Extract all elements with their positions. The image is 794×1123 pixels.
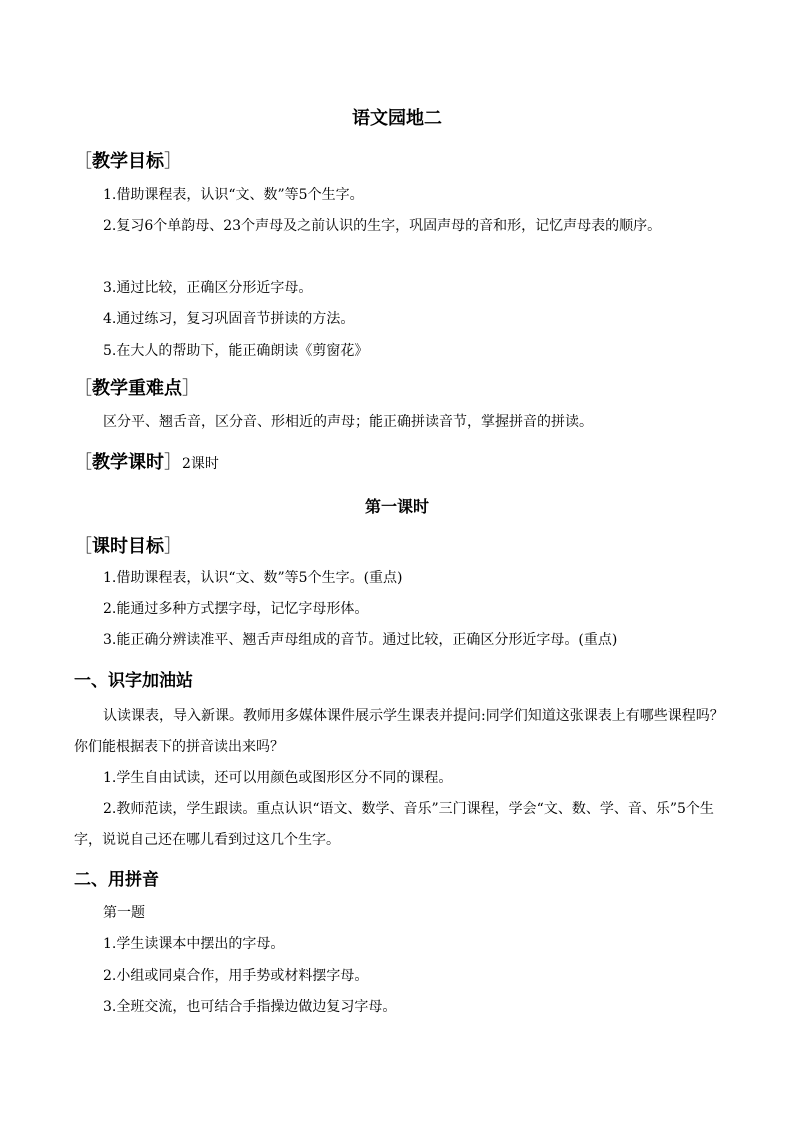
goal-item: 2.复习6个单韵母、23个声母及之前认识的生字，巩固声母的音和形，记忆声母表的顺序。 xyxy=(103,218,662,234)
section-2-item: 3.全班交流，也可结合手指操边做边复习字母。 xyxy=(103,999,397,1015)
lesson-goal-item: 2.能通过多种方式摆字母，记忆字母形体。 xyxy=(103,601,369,617)
lesson-goal-item: 3.能正确分辨读准平、翘舌声母组成的音节。通过比较，正确区分形近字母。(重点) xyxy=(103,632,618,648)
lesson-goals-heading-text: 课时目标 xyxy=(92,536,164,557)
lesson1-title: 第一课时 xyxy=(364,497,429,516)
section-1-title: 一、识字加油站 xyxy=(74,671,193,691)
section-1-item: 2.教师范读，学生跟读。重点认识“语文、数学、音乐”三门课程，学会“文、数、学、音、乐”5个生字，说说自己还在哪儿看到过这几个生字。 xyxy=(74,801,714,848)
key-text: 区分平、翘舌音，区分音、形相近的声母；能正确拼读音节，掌握拼音的拼读。 xyxy=(103,414,593,430)
goal-item: 5.在大人的帮助下，能正确朗读《剪窗花》 xyxy=(103,343,369,359)
hours-heading-text: 教学课时 xyxy=(92,452,164,473)
section-2-subtitle: 第一题 xyxy=(103,905,145,921)
lesson-goal-item: 1.借助课程表，认识“文、数”等5个生字。(重点) xyxy=(103,570,403,586)
section-1-item: 1.学生自由试读，还可以用颜色或图形区分不同的课程。 xyxy=(103,770,453,786)
key-heading-text: 教学重难点 xyxy=(92,378,182,399)
section-2-title: 二、用拼音 xyxy=(74,870,159,890)
section-1-intro: 认读课表，导入新课。教师用多媒体课件展示学生课表并提问:同学们知道这张课表上有哪些课程吗？你们能根据表下的拼音读出来吗？ xyxy=(74,708,724,755)
goal-item: 3.通过比较，正确区分形近字母。 xyxy=(103,280,313,296)
hours-value: 2课时 xyxy=(182,456,219,472)
document-title: 语文园地二 xyxy=(352,108,442,129)
section-2-item: 1.学生读课本中摆出的字母。 xyxy=(103,936,285,952)
goal-item: 4.通过练习，复习巩固音节拼读的方法。 xyxy=(103,311,355,327)
goals-heading-text: 教学目标 xyxy=(92,151,164,172)
section-2-item: 2.小组或同桌合作，用手势或材料摆字母。 xyxy=(103,968,369,984)
key-heading: ［教学重难点］ xyxy=(74,378,200,399)
lesson-goals-heading: ［课时目标］ xyxy=(74,536,182,557)
hours-heading: ［教学课时］2课时 xyxy=(74,452,219,473)
goals-heading: ［教学目标］ xyxy=(74,151,182,172)
goal-item: 1.借助课程表，认识“文、数”等5个生字。 xyxy=(103,187,364,203)
